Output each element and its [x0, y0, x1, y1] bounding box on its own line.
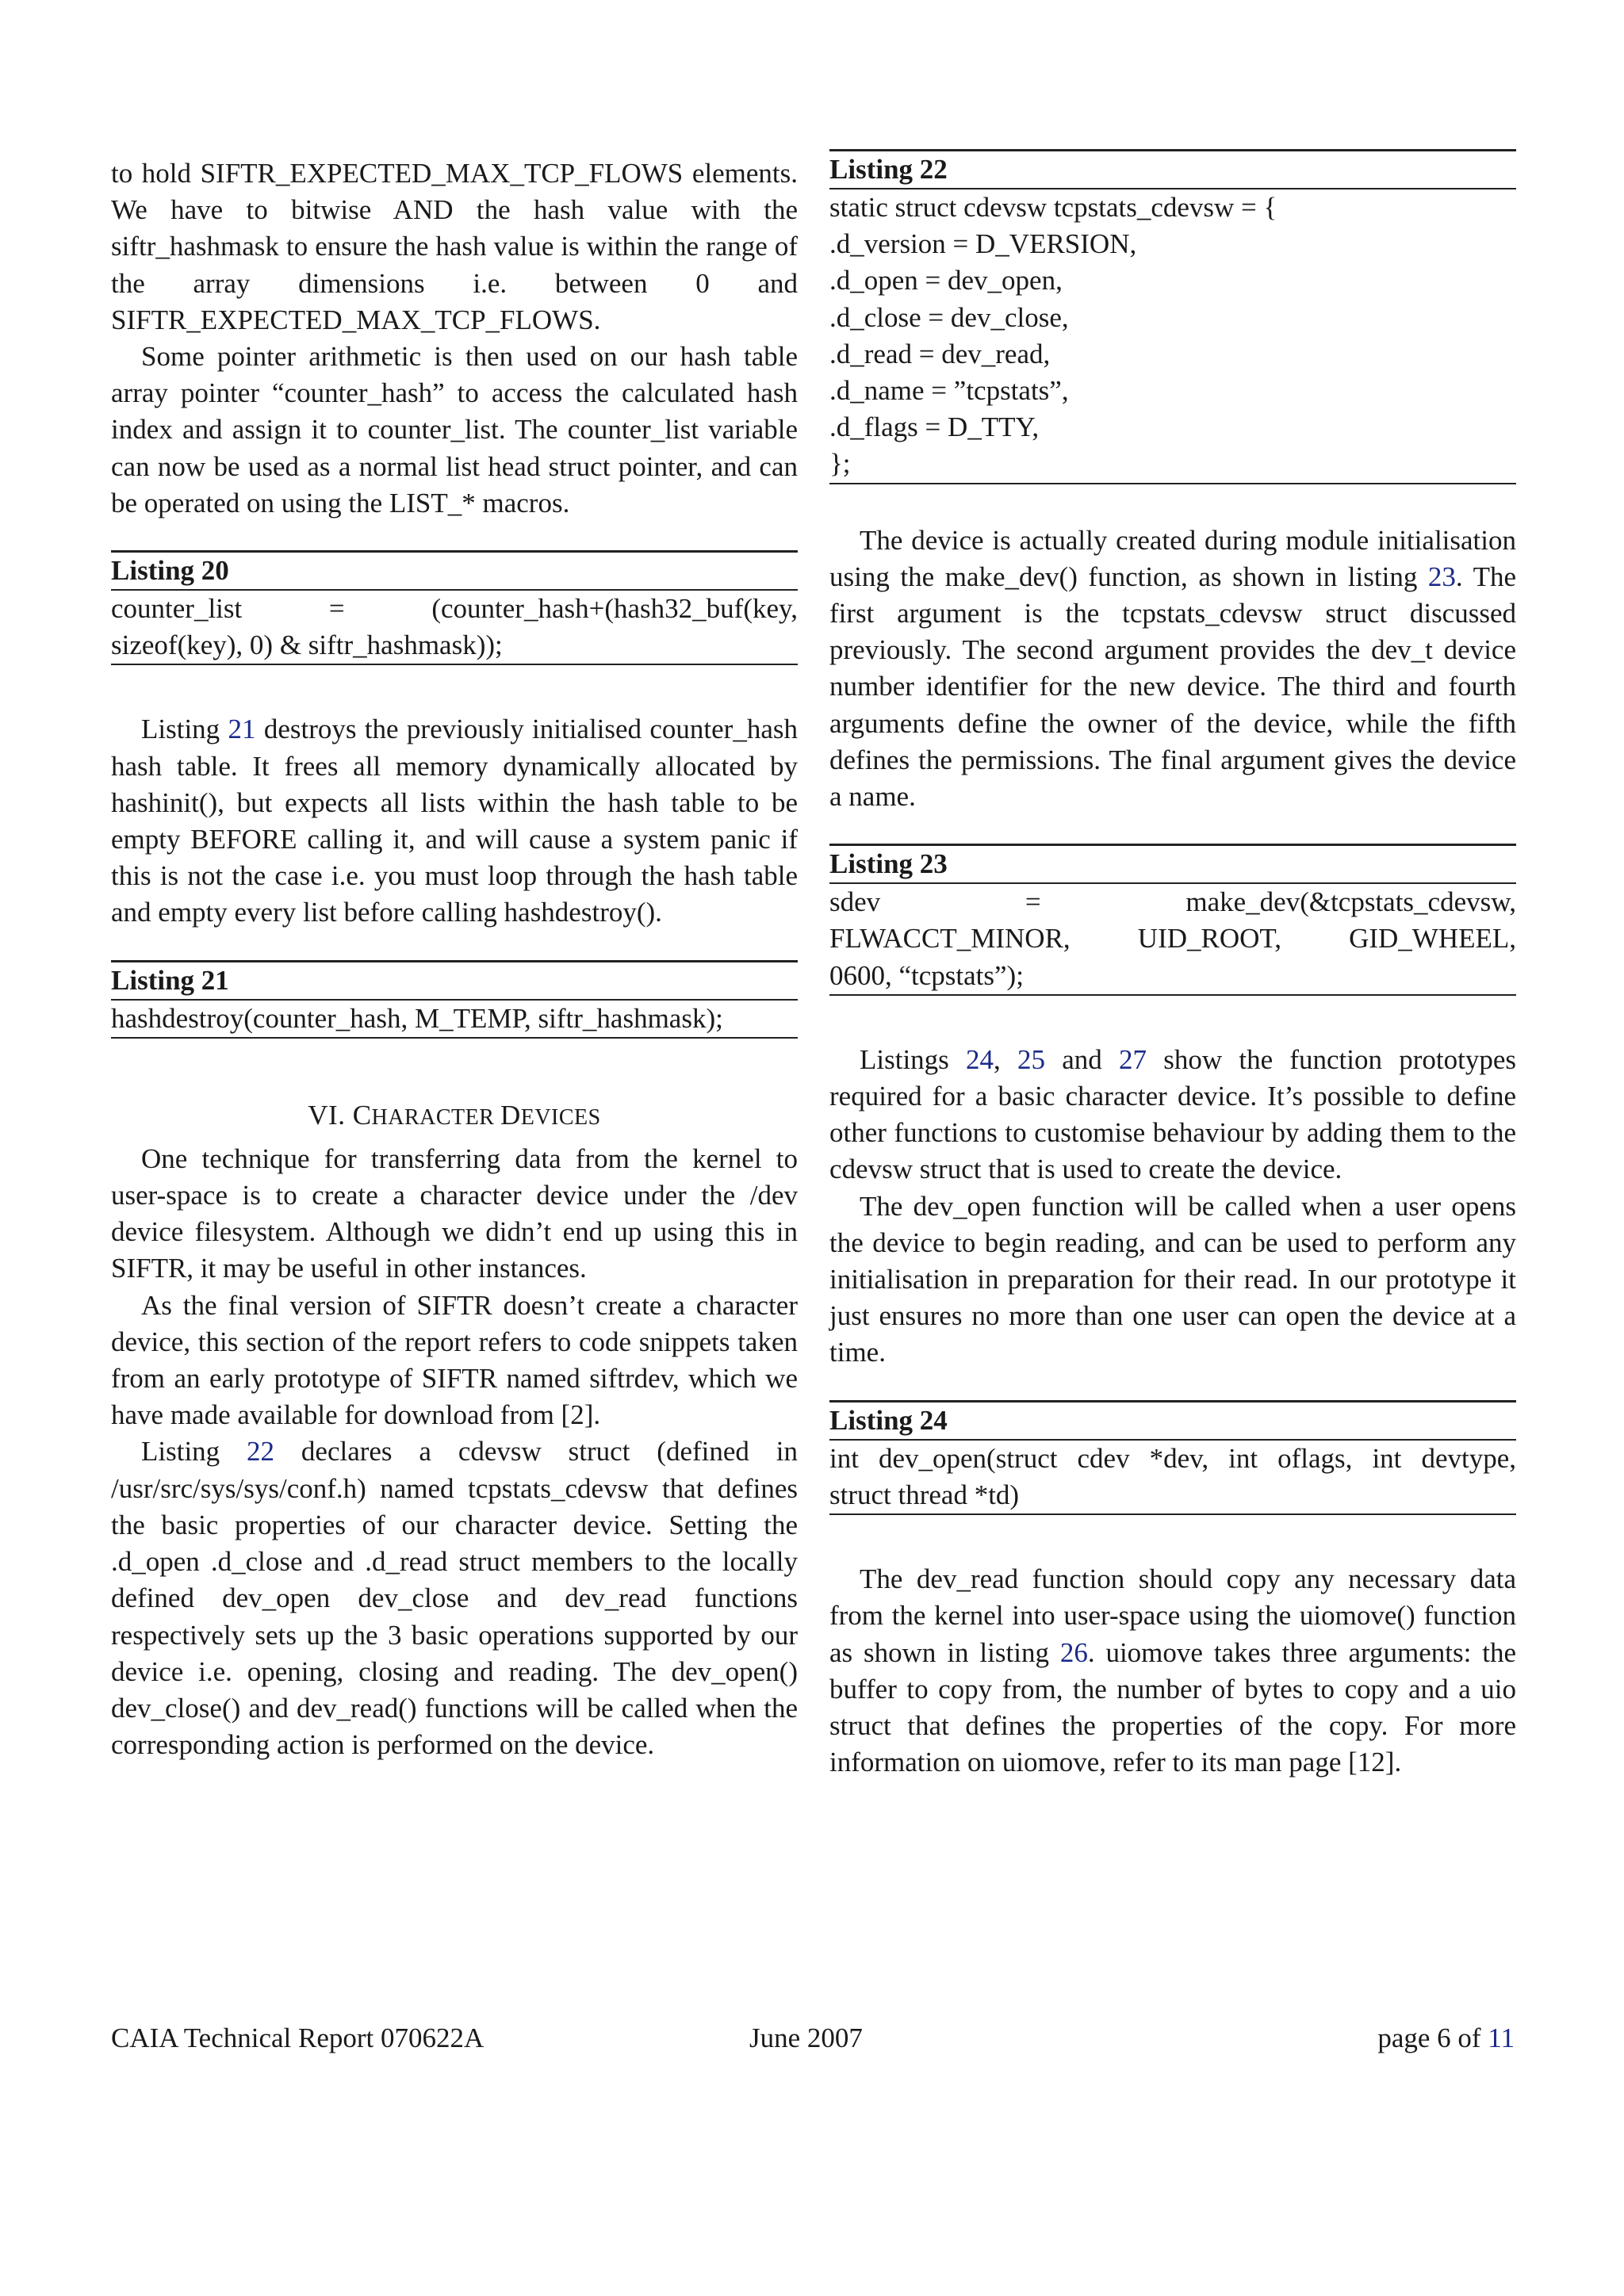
- listing-ref-link[interactable]: 23: [1427, 561, 1456, 592]
- listing-title: Listing 22: [829, 151, 1516, 189]
- listing-body: [829, 884, 1516, 994]
- code-line: static struct cdevsw tcpstats_cdevsw = {: [829, 192, 1277, 223]
- listing-title: Listing 21: [111, 962, 798, 1001]
- code-line: .d_flags = D_TTY,: [829, 411, 1040, 443]
- right-column: [829, 149, 1516, 1781]
- listing-body: [111, 591, 798, 664]
- paragraph: The dev_read function should copy any necessary data from the kernel into user-space using the uiomove() function as shown in listing 26. uiomove takes three arguments: the buffer to copy from, the number of bytes to copy and a uio struct that defines the properties of the copy. For more information on uiomove, refer to its man page [12].: [829, 1563, 1516, 1778]
- listing-title: Listing 23: [829, 846, 1516, 884]
- code-line: 0600, “tcpstats”);: [829, 959, 1024, 991]
- code-line: counter_list = (counter_hash+(hash32_buf(key,: [111, 593, 798, 625]
- listing-22: [829, 149, 1516, 484]
- code-line: int dev_open(struct cdev *dev, int oflags, int devtype,: [829, 1442, 1516, 1474]
- section-heading: VI. CHARACTER DEVICES: [308, 1099, 601, 1131]
- listing-20: [111, 550, 798, 665]
- left-column: [111, 155, 798, 1763]
- code-line: sdev = make_dev(&tcpstats_cdevsw,: [829, 886, 1516, 918]
- listing-21: [111, 960, 798, 1039]
- listing-ref-link[interactable]: 26: [1059, 1636, 1088, 1668]
- footer-report-id: CAIA Technical Report 070622A: [111, 2022, 485, 2053]
- listing-ref-link[interactable]: 25: [1017, 1043, 1046, 1075]
- code-line: .d_read = dev_read,: [829, 338, 1051, 369]
- listing-body: [829, 189, 1516, 483]
- listing-ref-link[interactable]: 22: [247, 1436, 275, 1468]
- listing-24: [829, 1400, 1516, 1515]
- paragraph: One technique for transferring data from the kernel to user-space is to create a character device under the /dev device filesystem. Although we didn’t end up using this in SIFTR, it may be useful in other instances.: [111, 1142, 798, 1284]
- code-line: };: [829, 448, 851, 480]
- paragraph: Listing 22 declares a cdevsw struct (defined in /usr/src/sys/sys/conf.h) named tcpstats_cdevsw that defines the basic properties of our character device. Setting the .d_open .d_close and .d_read struct members to the locally defined dev_open dev_close and dev_read functions respectively sets up the 3 basic operations supported by our device i.e. opening, closing and reading. The dev_open() dev_close() and dev_read() functions will be called when the corresponding action is performed on the device.: [111, 1436, 798, 1761]
- code-line: .d_close = dev_close,: [829, 301, 1069, 333]
- paragraph: Listing 21 destroys the previously initialised counter_hash hash table. It frees all memory dynamically allocated by hashinit(), but expects all lists within the hash table to be empty BEFORE calling it, and will cause a system panic if this is not the case i.e. you must loop through the hash table and empty every list before calling hashdestroy().: [111, 714, 798, 928]
- code-line: .d_name = ”tcpstats”,: [829, 375, 1069, 407]
- code-line: .d_open = dev_open,: [829, 265, 1063, 297]
- footer-page-number: page 6 of 11: [1377, 2022, 1515, 2053]
- paragraph: The device is actually created during module initialisation using the make_dev() function, as shown in listing 23. The first argument is the tcpstats_cdevsw struct discussed previously. The second argument provides the dev_t device number identifier for the new device. The third and fourth arguments define the owner of the device, while the fifth defines the permissions. The final argument gives the device a name.: [829, 524, 1516, 813]
- code-line: sizeof(key), 0) & siftr_hashmask));: [111, 629, 503, 661]
- code-line: struct thread *td): [829, 1479, 1020, 1510]
- listing-body: [111, 1001, 798, 1037]
- listing-title: Listing 20: [111, 553, 798, 591]
- listing-23: [829, 844, 1516, 996]
- paragraph: As the final version of SIFTR doesn’t create a character device, this section of the report refers to code snippets taken from an early prototype of SIFTR named siftrdev, which we have made available for download from [2].: [111, 1289, 798, 1431]
- code-line: FLWACCT_MINOR, UID_ROOT, GID_WHEEL,: [829, 923, 1516, 955]
- listing-body: [829, 1441, 1516, 1513]
- paragraph: to hold SIFTR_EXPECTED_MAX_TCP_FLOWS elements. We have to bitwise AND the hash value with the siftr_hashmask to ensure the hash value is within the range of the array dimensions i.e. between 0 and SIFTR_EXPECTED_MAX_TCP_FLOWS.: [111, 158, 798, 335]
- paragraph: The dev_open function will be called when a user opens the device to begin reading, and can be used to perform any initialisation in preparation for their read. In our prototype it just ensures no more than one user can open the device at a time.: [829, 1190, 1516, 1368]
- code-line: .d_version = D_VERSION,: [829, 228, 1137, 260]
- listing-ref-link[interactable]: 21: [228, 714, 256, 745]
- listing-ref-link[interactable]: 24: [966, 1043, 994, 1075]
- total-pages-link[interactable]: 11: [1488, 2022, 1515, 2053]
- footer-date: June 2007: [749, 2022, 863, 2053]
- code-line: hashdestroy(counter_hash, M_TEMP, siftr_hashmask);: [111, 1002, 723, 1034]
- listing-ref-link[interactable]: 27: [1119, 1043, 1147, 1075]
- paragraph: Listings 24, 25 and 27 show the function prototypes required for a basic character device. It’s possible to define other functions to customise behaviour by adding them to the cdevsw struct that is used to create the device.: [829, 1043, 1516, 1185]
- paragraph: Some pointer arithmetic is then used on our hash table array pointer “counter_hash” to access the calculated hash index and assign it to counter_list. The counter_list variable can now be used as a normal list head struct pointer, and can be operated on using the LIST_* macros.: [111, 341, 798, 519]
- listing-title: Listing 24: [829, 1402, 1516, 1441]
